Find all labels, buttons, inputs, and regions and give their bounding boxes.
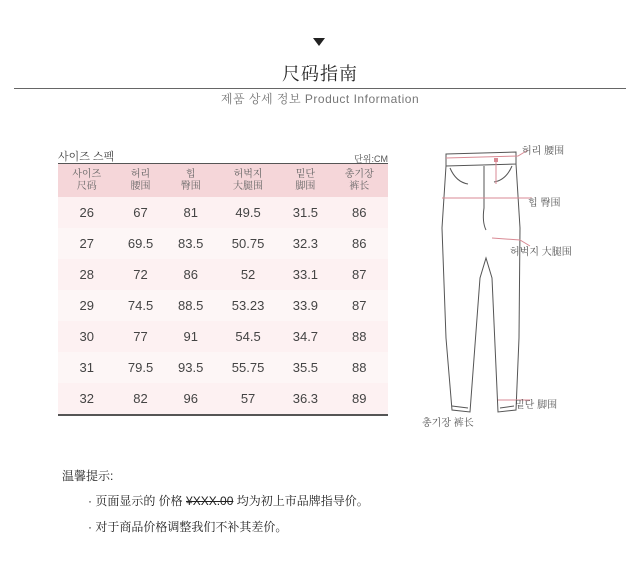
table-cell: 67 <box>115 197 165 228</box>
table-cell: 57 <box>216 383 281 415</box>
table-cell: 31 <box>58 352 115 383</box>
column-header <box>166 164 216 198</box>
note-line-adjust: · 对于商品价格调整我们不补其差价。 <box>88 520 288 534</box>
table-cell: 31.5 <box>280 197 330 228</box>
column-header-zh: 尺码 <box>76 180 97 192</box>
table-cell: 88.5 <box>166 290 216 321</box>
table-cell: 96 <box>166 383 216 415</box>
column-header <box>58 164 115 198</box>
table-cell: 50.75 <box>216 228 281 259</box>
diagram-label-thigh: 허벅지 大腿围 <box>510 247 572 258</box>
table-cell: 36.3 <box>280 383 330 415</box>
table-cell: 52 <box>216 259 281 290</box>
column-header <box>216 164 281 198</box>
note-price-text: · 页面显示的 价格 <box>88 494 183 508</box>
table-cell: 54.5 <box>216 321 281 352</box>
unit-label: 단위:CM <box>354 154 388 164</box>
column-header-zh: 脚围 <box>295 180 316 192</box>
column-header-ko: 허리 <box>130 168 151 180</box>
table-cell: 88 <box>330 321 388 352</box>
table-cell: 83.5 <box>166 228 216 259</box>
table-cell: 79.5 <box>115 352 165 383</box>
table-cell: 34.7 <box>280 321 330 352</box>
table-cell: 49.5 <box>216 197 281 228</box>
size-spec-label: 사이즈 스펙 <box>58 151 115 163</box>
table-row <box>58 352 388 383</box>
diagram-label-hem: 밑단 脚围 <box>515 400 558 411</box>
table-row <box>58 228 388 259</box>
diagram-label-waist: 허리 腰围 <box>522 146 565 157</box>
table-cell: 86 <box>166 259 216 290</box>
table-cell: 87 <box>330 290 388 321</box>
table-cell: 87 <box>330 259 388 290</box>
column-header <box>280 164 330 198</box>
column-header <box>115 164 165 198</box>
column-header-ko: 허벅지 <box>233 168 263 180</box>
table-row <box>58 259 388 290</box>
title-divider <box>14 88 626 89</box>
table-row <box>58 197 388 228</box>
table-cell: 55.75 <box>216 352 281 383</box>
table-header-row <box>58 164 388 198</box>
table-cell: 81 <box>166 197 216 228</box>
waistband-outline <box>446 152 516 166</box>
column-header-zh: 裤长 <box>349 180 370 192</box>
left-pocket <box>450 168 468 184</box>
page-title: 尺码指南 <box>282 64 358 84</box>
right-hem-line <box>500 406 514 408</box>
column-header-ko: 사이즈 <box>72 168 102 180</box>
table-cell: 82 <box>115 383 165 415</box>
table-cell: 89 <box>330 383 388 415</box>
column-header-ko: 총기장 <box>344 168 374 180</box>
table-cell: 72 <box>115 259 165 290</box>
table-cell: 86 <box>330 197 388 228</box>
table-cell: 28 <box>58 259 115 290</box>
page-subtitle: 제품 상세 정보 Product Information <box>220 92 420 106</box>
table-cell: 33.1 <box>280 259 330 290</box>
left-hem-line <box>452 406 468 408</box>
note-price-suffix: 均为初上市品牌指导价。 <box>236 494 369 508</box>
column-header-zh: 大腿围 <box>233 180 264 192</box>
table-row <box>58 290 388 321</box>
column-header-ko: 밑단 <box>295 168 316 180</box>
size-table <box>58 163 388 416</box>
right-pocket <box>494 166 512 182</box>
note-price-strike: ¥XXX.00 <box>186 494 234 508</box>
pants-outline <box>442 164 520 412</box>
table-row <box>58 321 388 352</box>
table-cell: 88 <box>330 352 388 383</box>
table-cell: 53.23 <box>216 290 281 321</box>
pants-diagram <box>420 138 610 438</box>
table-cell: 91 <box>166 321 216 352</box>
table-cell: 77 <box>115 321 165 352</box>
diagram-label-hip: 힙 臀围 <box>528 198 561 209</box>
notes-title: 温馨提示: <box>62 469 114 483</box>
table-cell: 32.3 <box>280 228 330 259</box>
column-header-zh: 臀围 <box>180 180 201 192</box>
table-cell: 74.5 <box>115 290 165 321</box>
table-cell: 93.5 <box>166 352 216 383</box>
down-arrow-icon <box>313 38 325 46</box>
table-cell: 27 <box>58 228 115 259</box>
column-header-ko: 힙 <box>185 168 196 180</box>
table-cell: 30 <box>58 321 115 352</box>
table-cell: 35.5 <box>280 352 330 383</box>
column-header-zh: 腰围 <box>130 180 151 192</box>
guide-marker <box>494 158 498 162</box>
table-cell: 33.9 <box>280 290 330 321</box>
diagram-label-length: 총기장 裤长 <box>422 418 474 429</box>
note-line-price <box>88 492 369 509</box>
table-cell: 26 <box>58 197 115 228</box>
table-cell: 32 <box>58 383 115 415</box>
table-body <box>58 197 388 415</box>
table-cell: 29 <box>58 290 115 321</box>
table-cell: 86 <box>330 228 388 259</box>
table-row <box>58 383 388 415</box>
column-header <box>330 164 388 198</box>
table-cell: 69.5 <box>115 228 165 259</box>
